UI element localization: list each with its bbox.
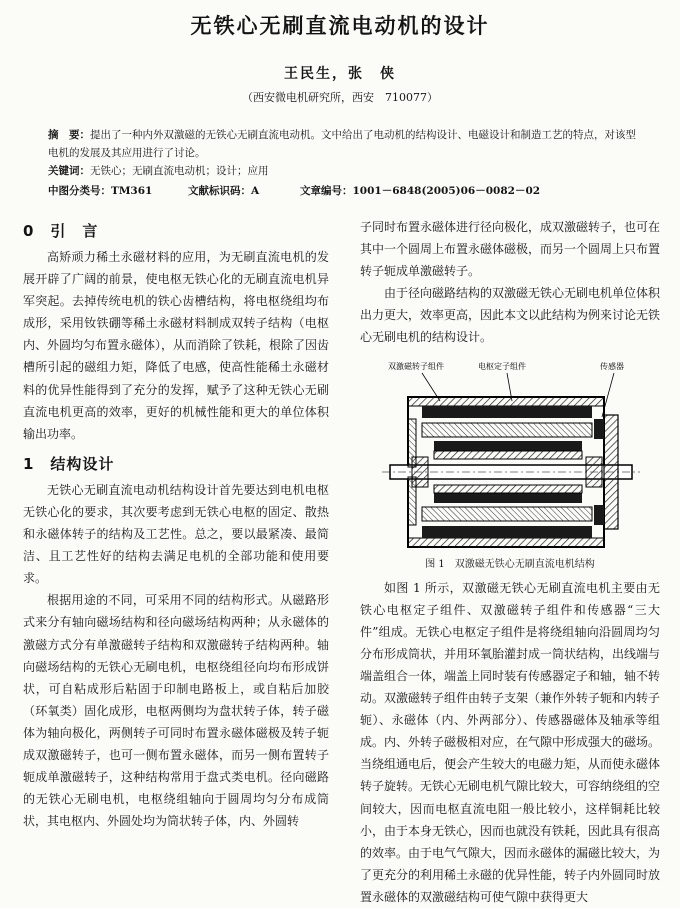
- end-cover: [604, 415, 618, 529]
- outer-magnet-top: [422, 406, 592, 418]
- inner-rotor-yoke-top: [434, 451, 582, 459]
- inner-rotor-yoke-bottom: [434, 485, 582, 493]
- label-sensor: 传感器: [600, 361, 624, 371]
- document-code: 文献标识码：A: [188, 185, 260, 197]
- keywords: [48, 162, 638, 180]
- bearing-right: [586, 457, 602, 487]
- inner-magnet-bottom: [434, 493, 582, 503]
- right-paragraph-1: 子同时布置永磁体进行径向极化，成双激磁转子，也可在其中一个圆周上布置永磁体磁极，而另一个圆周上只布置转子轭成单激磁转子。: [360, 220, 661, 279]
- right-column: [360, 216, 660, 908]
- section-0-paragraph: 高矫顽力稀土永磁材料的应用，为无刷直流电机的发展开辟了广阔的前景，使电枢无铁心化的无刷直流电机异军突起。去掉传统电机的铁心齿槽结构，将电枢绕组均布成形，采用钕铁硼等稀土永磁材料制成双转子结构（电枢内、外圆均匀布置永磁体），从而消除了铁耗，根除了因齿槽所引起的磁组力矩，降低了电感，使高性能稀土永磁材料的优异性能得到了充分的发挥，赋予了这种无铁心无刷直流电机更高的效率，更好的机械性能和更大的单位体积输出功率。: [23, 250, 330, 441]
- keywords-label: 关键词：: [48, 165, 90, 177]
- rotor-bracket-bottom: [408, 477, 416, 525]
- label-rotor-assembly: 双激磁转子组件: [388, 361, 444, 371]
- left-column: [23, 216, 329, 832]
- motor-cross-section-drawing: [382, 357, 640, 557]
- abstract-block: [48, 126, 638, 180]
- armature-winding-top: [422, 423, 592, 437]
- motor-structure-figure: [382, 357, 640, 557]
- armature-winding-bottom: [422, 507, 592, 521]
- section-1-paragraph-2: 根据用途的不同，可采用不同的结构形式。从磁路形式来分有轴向磁场结构和径向磁场结构两种；从永磁体的激磁方式分有单激磁转子结构和双激磁转子结构两种。轴向磁场结构的无铁心无刷电机，电枢绕组径向均布形成饼状，可自粘成形后粘固于印制电路板上，或自粘后加胶（环氧类）固化成形，电枢两侧均为盘状转子体，转子磁体为轴向极化，两侧转子可同时布置永磁体磁极及转子轭成双激磁转子，也可一侧布置永磁体，而另一侧布置转子轭成单激磁转子，这种结构常用于盘式类电机。径向磁路的无铁心无刷电机，电枢绕组轴向于圆周均匀分布成筒状，其电枢内、外圆处均为筒状转子体，内、外圆转: [23, 593, 329, 829]
- abstract-label: 摘 要：: [48, 129, 90, 141]
- paper-title: 无铁心无刷直流电动机的设计: [190, 14, 490, 38]
- section-1-paragraph-1: 无铁心无刷直流电动机结构设计首先要达到电机电枢无铁心化的要求，其次要考虑到无铁心电枢的固定、散热和永磁体转子的结构及工艺性。总之，要以最紧凑、最简洁、且工艺性好的结构去满足电机的全部功能和使用要求。: [23, 482, 329, 586]
- figure-caption: 图 1 双激磁无铁心无刷直流电机结构: [425, 558, 595, 570]
- sensor-bottom: [594, 505, 604, 525]
- keywords-text: 无铁心；无刷直流电动机；设计；应用: [90, 165, 269, 177]
- abstract-text: 提出了一种内外双激磁的无铁心无刷直流电动机。文中给出了电动机的结构设计、电磁设计和制造工艺的特点，对该型电机的发展及其应用进行了讨论。: [48, 129, 636, 159]
- authors: 王民生，张 侠: [284, 66, 396, 82]
- affiliation: （西安微电机研究所，西安 710077）: [242, 91, 438, 104]
- rotor-bracket-top: [408, 419, 416, 467]
- label-stator-assembly: 电枢定子组件: [478, 361, 526, 371]
- sensor-top: [594, 419, 604, 439]
- right-paragraph-2: 由于径向磁路结构的双激磁无铁心无刷电机单位体积出力更大，效率更高，因此本文以此结构为例来讨论无铁心无刷电机的结构设计。: [360, 286, 661, 345]
- section-1-heading: 1 结构设计: [23, 454, 115, 473]
- outer-rotor-yoke-bottom: [408, 538, 604, 547]
- outer-rotor-yoke-top: [408, 397, 604, 406]
- right-paragraph-3: 如图 1 所示，双激磁无铁心无刷直流电机主要由无铁心电枢定子组件、双激磁转子组件和传感器“三大件”组成。无铁心电枢定子组件是将绕组轴向沿圆周均匀分布形成筒状，并用环氧胎灌封成一筒状结构，出线端与端盖组合一体，端盖上同时装有传感器定子和轴，轴不转动。双激磁转子组件由转子支架（兼作外转子轭和内转子轭）、永磁体（内、外两部分）、传感器磁体及轴承等组成。内、外转子磁极相对应，在气隙中形成强大的磁场。当绕组通电后，便会产生较大的电磁力矩，从而使永磁体转子旋转。无铁心无刷电机气隙比较大，可容纳绕组的空间较大，因而电枢直流电阻一般比较小，这样铜耗比较小，由于本身无铁心，因而也就没有铁耗，因此具有很高的效率。由于电气气隙大，因而永磁体的漏磁比较大，为了更充分的利用稀土永磁的优异性能，转子内外圆同时放置永磁体的双激磁结构可使气隙中获得更大: [360, 580, 661, 904]
- outer-magnet-bottom: [422, 526, 592, 538]
- section-0-heading: 0 引 言: [23, 222, 99, 240]
- class-number: 中图分类号：TM361: [48, 185, 153, 197]
- abstract: [48, 126, 638, 162]
- article-number: 文章编号：1001－6848(2005)06－0082－02: [300, 185, 541, 197]
- inner-magnet-top: [434, 441, 582, 451]
